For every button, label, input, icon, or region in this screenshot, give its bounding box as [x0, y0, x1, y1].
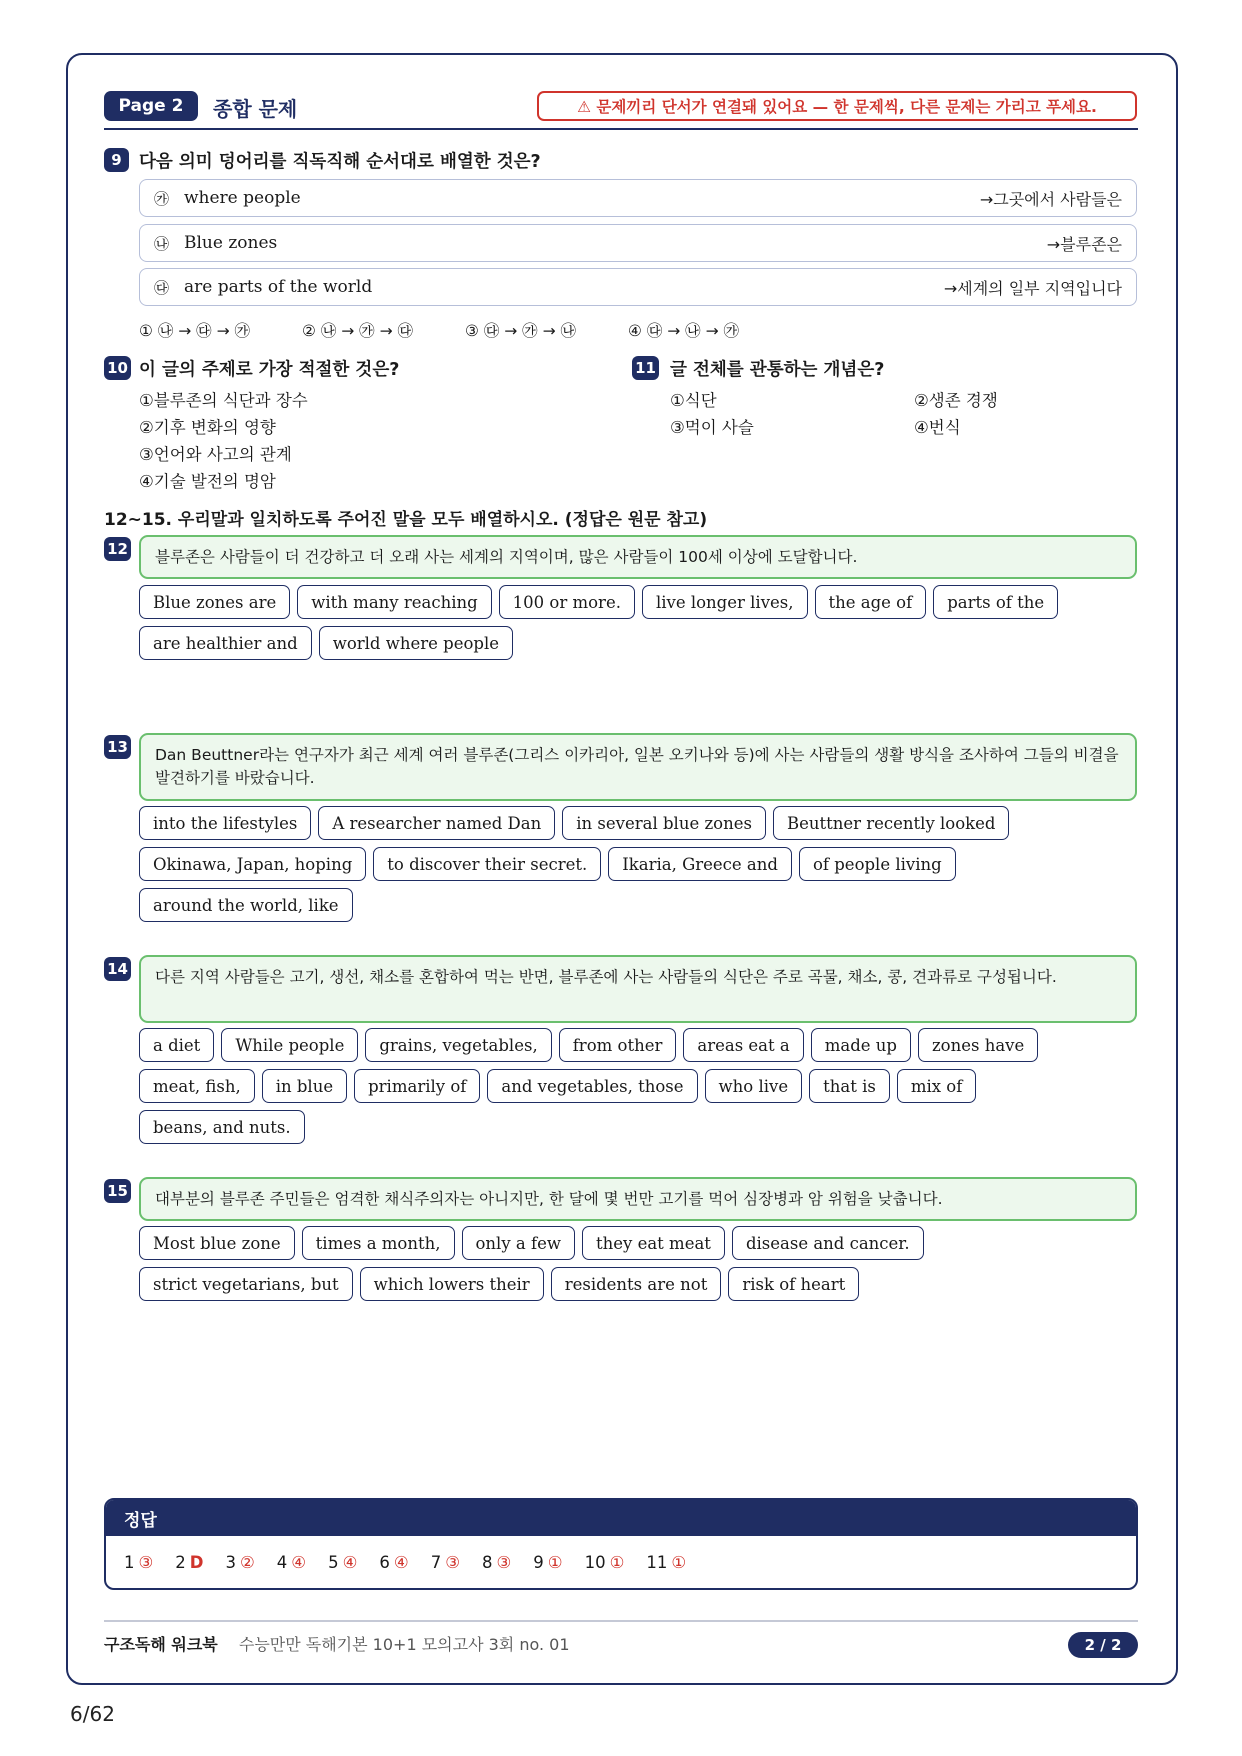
word-tile[interactable]: risk of heart [728, 1267, 859, 1301]
chunk-english: where people [184, 188, 301, 208]
answer-key-row [106, 1536, 1136, 1588]
word-tile[interactable]: 100 or more. [499, 585, 635, 619]
q13-korean-box [139, 733, 1137, 801]
chunk-korean: →그곳에서 사람들은 [979, 189, 1122, 209]
word-tile[interactable]: made up [811, 1028, 911, 1062]
chunk-korean: →블루존은 [1046, 234, 1122, 254]
word-tile[interactable]: Okinawa, Japan, hoping [139, 847, 366, 881]
word-tile[interactable]: only a few [462, 1226, 575, 1260]
q12-korean-text: 블루존은 사람들이 더 건강하고 더 오래 사는 세계의 지역이며, 많은 사람들이 100세 이상에 도달합니다. [155, 547, 858, 566]
footer-source: 수능만만 독해기본 10+1 모의고사 3회 no. 01 [238, 1635, 570, 1654]
footer-info [104, 1632, 570, 1655]
word-tile[interactable]: times a month, [302, 1226, 455, 1260]
chunk-box-a [139, 179, 1137, 217]
answer-item: 9 ① [533, 1552, 563, 1572]
word-tile[interactable]: into the lifestyles [139, 806, 311, 840]
answer-item: 6 ④ [379, 1552, 409, 1572]
chunk-box-b [139, 224, 1137, 262]
chunk-symbol: ㉮ [154, 189, 170, 208]
question-number-11: 11 [632, 356, 659, 380]
word-tile[interactable]: grains, vegetables, [365, 1028, 551, 1062]
question-9-text: 다음 의미 덩어리를 직독직해 순서대로 배열한 것은? [139, 152, 541, 172]
q9-choice-1[interactable]: ① ㉯ → ㉰ → ㉮ [139, 322, 251, 340]
warning-banner: ⚠ 문제끼리 단서가 연결돼 있어요 — 한 문제씩, 다른 문제는 가리고 푸세요. [537, 91, 1137, 121]
question-number-13: 13 [104, 735, 131, 759]
word-tile[interactable]: are healthier and [139, 626, 312, 660]
word-tile[interactable]: meat, fish, [139, 1069, 255, 1103]
viewer-page-counter: 6/62 [70, 1702, 115, 1726]
word-tile[interactable]: Blue zones are [139, 585, 290, 619]
word-tile[interactable]: live longer lives, [642, 585, 808, 619]
question-number-12: 12 [104, 537, 131, 561]
word-tile[interactable]: Ikaria, Greece and [608, 847, 792, 881]
word-tile[interactable]: world where people [319, 626, 513, 660]
question-11-text: 글 전체를 관통하는 개념은? [670, 360, 885, 380]
word-tile[interactable]: a diet [139, 1028, 214, 1062]
word-tile[interactable]: mix of [897, 1069, 977, 1103]
q10-choice-3[interactable]: ③언어와 사고의 관계 [139, 445, 292, 464]
word-tile[interactable]: areas eat a [683, 1028, 803, 1062]
page-title: 종합 문제 [213, 97, 298, 121]
q10-choice-2[interactable]: ②기후 변화의 영향 [139, 418, 276, 437]
q15-korean-box [139, 1177, 1137, 1221]
q13-korean-text: Dan Beuttner라는 연구자가 최근 세계 여러 블루존(그리스 이카리아, 일본 오키나와 등)에 사는 사람들의 생활 방식을 조사하여 그들의 비결을 발견하기를 바랐습니다. [155, 746, 1119, 787]
word-tile[interactable]: zones have [918, 1028, 1038, 1062]
word-tile[interactable]: Most blue zone [139, 1226, 295, 1260]
q14-word-tiles [139, 1028, 1139, 1144]
chunk-symbol: ㉰ [154, 278, 170, 297]
word-tile[interactable]: which lowers their [360, 1267, 544, 1301]
word-tile[interactable]: parts of the [933, 585, 1058, 619]
q10-choice-1[interactable]: ①블루존의 식단과 장수 [139, 391, 308, 410]
footer-divider [104, 1620, 1138, 1622]
word-tile[interactable]: around the world, like [139, 888, 353, 922]
word-tile[interactable]: in blue [262, 1069, 347, 1103]
word-tile[interactable]: they eat meat [582, 1226, 725, 1260]
footer-page-pill: 2 / 2 [1068, 1632, 1138, 1658]
chunk-korean: →세계의 일부 지역입니다 [943, 278, 1122, 298]
q11-choice-1[interactable]: ①식단 [670, 391, 717, 410]
word-tile[interactable]: to discover their secret. [373, 847, 601, 881]
word-tile[interactable]: disease and cancer. [732, 1226, 924, 1260]
q9-choice-4[interactable]: ④ ㉰ → ㉯ → ㉮ [628, 322, 740, 340]
q11-choice-2[interactable]: ②생존 경쟁 [914, 391, 998, 410]
word-tile[interactable]: who live [705, 1069, 803, 1103]
chunk-english: Blue zones [184, 233, 278, 253]
word-tile[interactable]: that is [809, 1069, 890, 1103]
answer-item: 8 ③ [481, 1552, 512, 1572]
answer-item: 2 D [175, 1552, 204, 1572]
q12-word-tiles [139, 585, 1139, 660]
word-tile[interactable]: and vegetables, those [487, 1069, 697, 1103]
word-tile[interactable]: Beuttner recently looked [773, 806, 1010, 840]
q9-choice-3[interactable]: ③ ㉰ → ㉮ → ㉯ [465, 322, 577, 340]
q14-korean-text: 다른 지역 사람들은 고기, 생선, 채소를 혼합하여 먹는 반면, 블루존에 사는 사람들의 식단은 주로 곡물, 채소, 콩, 견과류로 구성됩니다. [155, 968, 1057, 986]
word-tile[interactable]: of people living [799, 847, 956, 881]
chunk-symbol: ㉯ [154, 234, 170, 253]
word-tile[interactable]: with many reaching [297, 585, 491, 619]
chunk-english: are parts of the world [184, 277, 373, 297]
answer-item: 7 ③ [430, 1552, 460, 1572]
chunk-box-c [139, 268, 1137, 306]
q11-choice-4[interactable]: ④번식 [914, 418, 961, 437]
question-number-15: 15 [104, 1179, 131, 1203]
answer-item: 5 ④ [328, 1552, 358, 1572]
q12-korean-box [139, 535, 1137, 579]
answer-item: 1 ③ [124, 1552, 154, 1572]
word-tile[interactable]: from other [559, 1028, 677, 1062]
q10-choice-4[interactable]: ④기술 발전의 명암 [139, 472, 276, 491]
q13-word-tiles [139, 806, 1139, 922]
page-badge: Page 2 [104, 91, 198, 121]
question-number-14: 14 [104, 957, 131, 981]
word-tile[interactable]: residents are not [551, 1267, 722, 1301]
question-number-10: 10 [104, 356, 131, 380]
q15-word-tiles [139, 1226, 1139, 1301]
header-divider [104, 128, 1138, 130]
word-tile[interactable]: strict vegetarians, but [139, 1267, 353, 1301]
word-tile[interactable]: A researcher named Dan [318, 806, 555, 840]
word-tile[interactable]: beans, and nuts. [139, 1110, 305, 1144]
footer-brand: 구조독해 워크북 [104, 1635, 218, 1654]
section-12-15-instruction: 12~15. 우리말과 일치하도록 주어진 말을 모두 배열하시오. (정답은 원문 참고) [104, 510, 708, 530]
answer-item: 11 ① [646, 1552, 687, 1572]
answer-item: 3 ② [225, 1552, 255, 1572]
word-tile[interactable]: primarily of [354, 1069, 480, 1103]
q15-korean-text: 대부분의 블루존 주민들은 엄격한 채식주의자는 아니지만, 한 달에 몇 번만 고기를 먹어 심장병과 암 위험을 낮춥니다. [155, 1189, 943, 1208]
answer-item: 10 ① [584, 1552, 625, 1572]
question-10-text: 이 글의 주제로 가장 적절한 것은? [139, 360, 400, 380]
question-number-9: 9 [104, 148, 129, 172]
q11-choice-3[interactable]: ③먹이 사슬 [670, 418, 754, 437]
answer-key-box [104, 1498, 1138, 1590]
answer-item: 4 ④ [276, 1552, 307, 1572]
word-tile[interactable]: in several blue zones [562, 806, 766, 840]
q9-choice-2[interactable]: ② ㉯ → ㉮ → ㉰ [302, 322, 414, 340]
answer-key-title: 정답 [106, 1500, 1136, 1536]
word-tile[interactable]: the age of [815, 585, 927, 619]
q14-korean-box [139, 955, 1137, 1023]
word-tile[interactable]: While people [221, 1028, 358, 1062]
